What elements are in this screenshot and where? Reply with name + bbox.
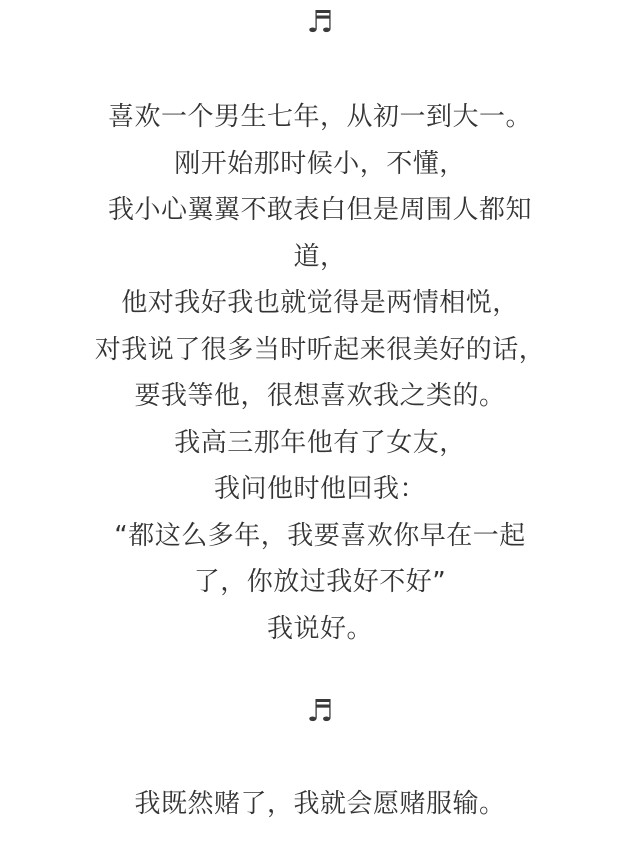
text-line: 我小心翼翼不敢表白但是周围人都知 [107, 195, 532, 225]
stanza-two [80, 781, 560, 828]
text-line: 要我等他，很想喜欢我之类的。 [134, 381, 506, 411]
music-note-icon: ♬ [306, 694, 334, 729]
text-line: 我既然赌了，我就会愿赌服输。 [134, 789, 506, 819]
text-line: 我说好。 [266, 613, 373, 644]
text-line: 刚开始那时候小，不懂， [174, 148, 466, 179]
text-line: 喜欢一个男生七年，从初一到大一。 [107, 102, 532, 132]
text-line: 道， [293, 241, 347, 272]
music-note-icon: ♬ [306, 5, 334, 40]
text-line: 我高三那年他有了女友， [174, 427, 466, 458]
text-line: “都这么多年，我要喜欢你早在一起 [114, 520, 526, 551]
text-line: 他对我好我也就觉得是两情相悦， [121, 288, 519, 318]
stanza-one [80, 94, 560, 652]
text-line: 我问他时他回我： [213, 474, 426, 504]
text-line: 了，你放过我好不好” [193, 567, 447, 597]
text-line: 对我说了很多当时听起来很美好的话， [94, 334, 546, 365]
